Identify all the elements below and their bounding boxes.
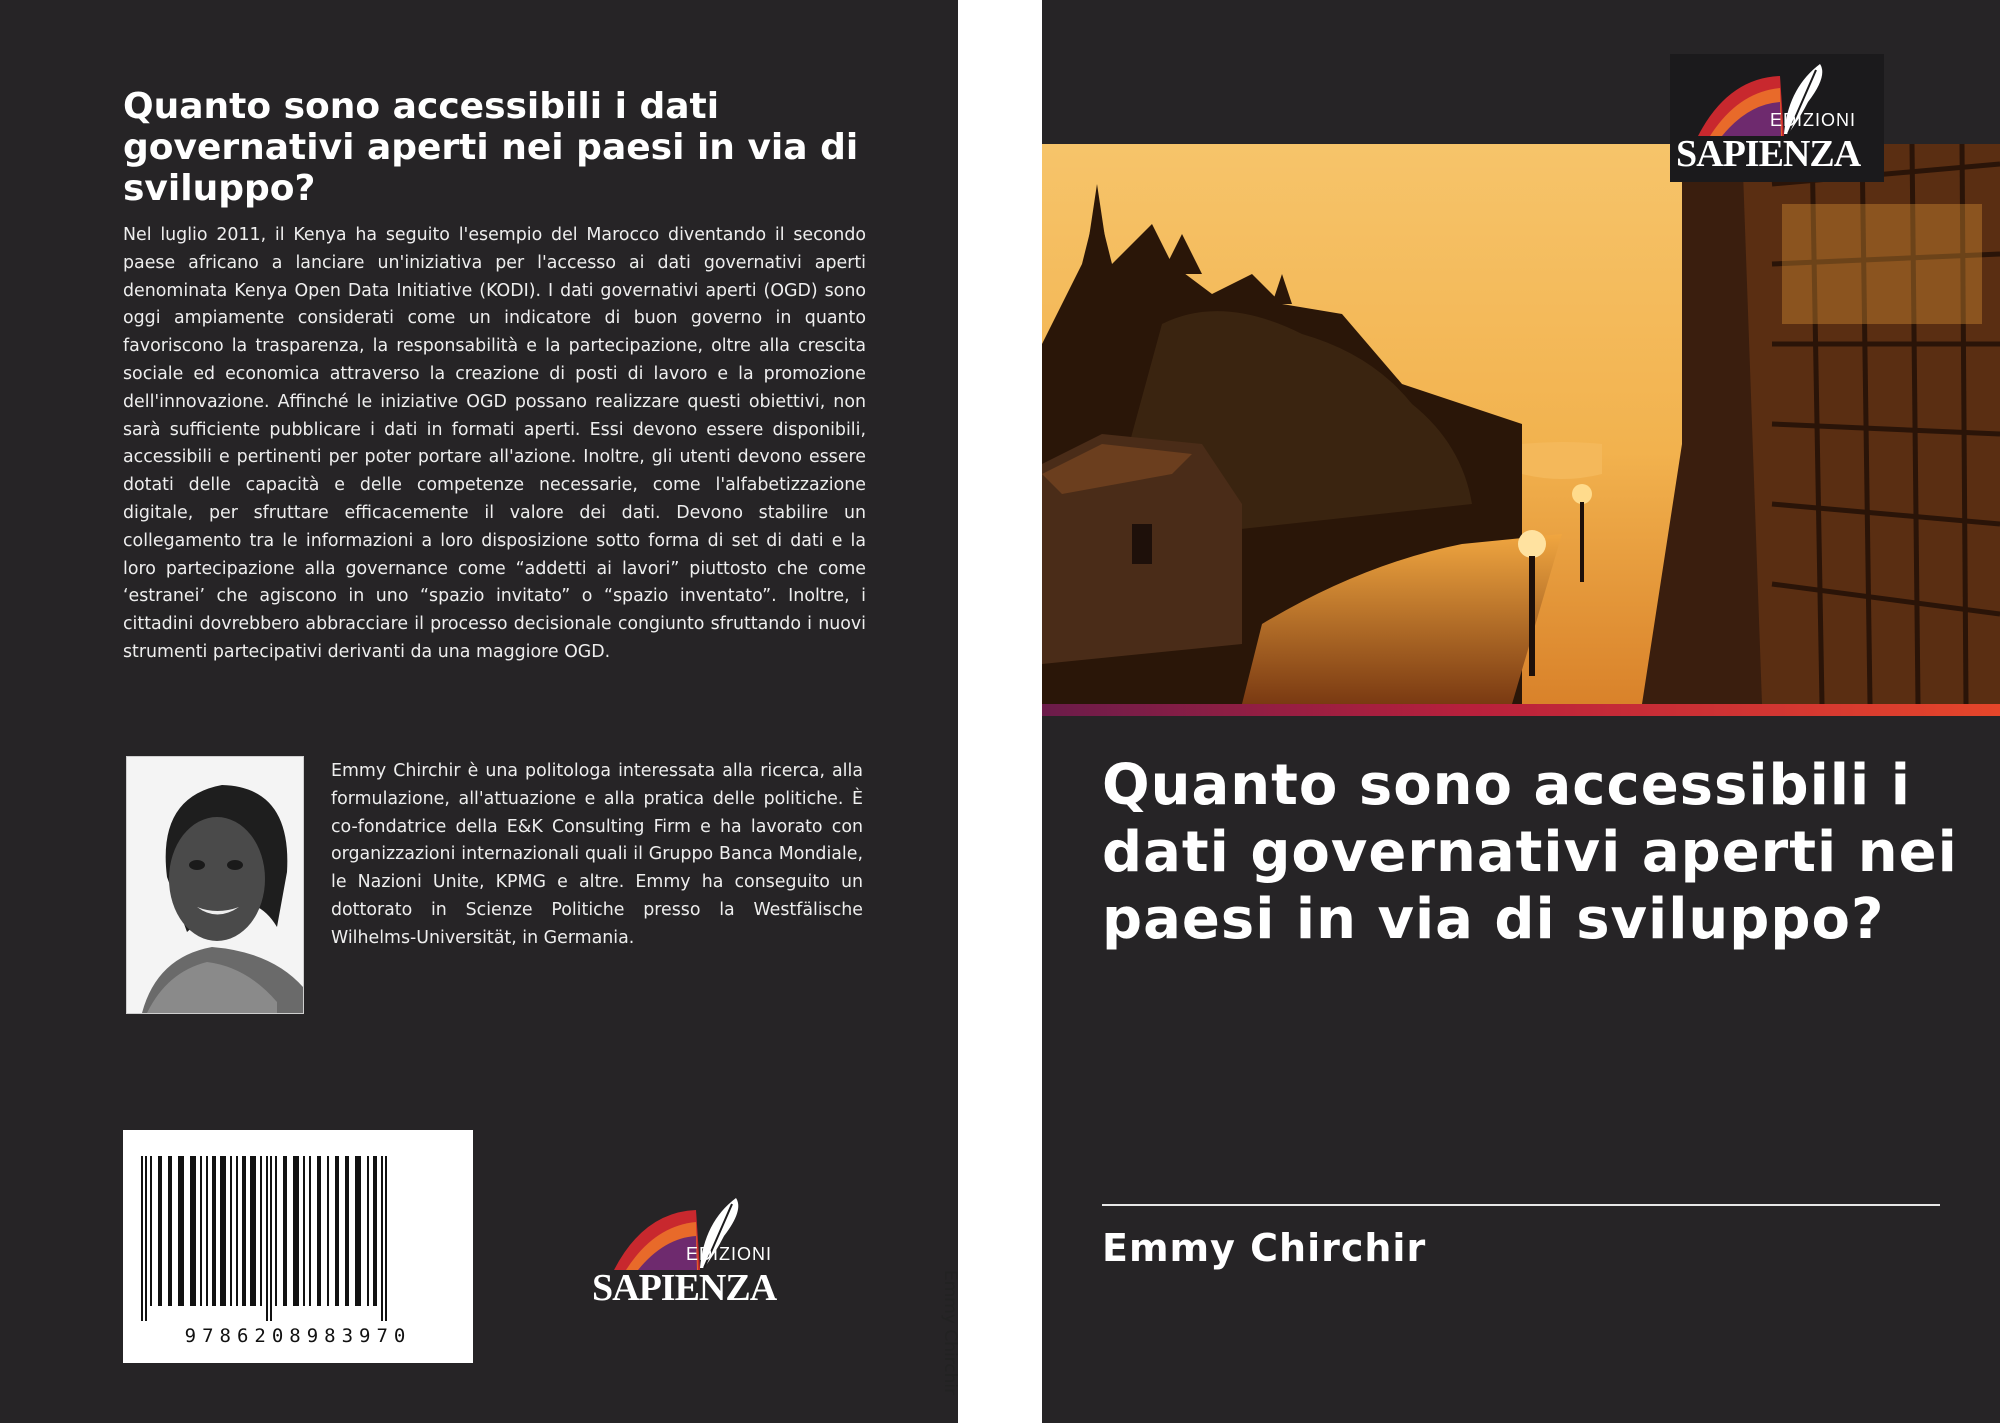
front-cover-title: Quanto sono accessibili i dati governativi aperti nei paesi in via di sviluppo? — [1102, 753, 1958, 952]
barcode-bar — [270, 1156, 272, 1321]
barcode-bars — [137, 1156, 459, 1321]
spine-author: Emmy Chirchir — [940, 1270, 960, 1396]
publisher-edizioni-text: EDIZIONI — [1770, 110, 1857, 130]
barcode-bar — [236, 1156, 238, 1306]
barcode-bar — [158, 1156, 162, 1306]
front-cover-divider — [1102, 1204, 1940, 1206]
barcode-bar — [212, 1156, 216, 1306]
author-portrait-image — [127, 757, 303, 1013]
author-photo — [126, 756, 304, 1014]
barcode-bar — [145, 1156, 147, 1321]
barcode-bar — [385, 1156, 387, 1321]
barcode-bar — [293, 1156, 299, 1306]
barcode-bar — [168, 1156, 172, 1306]
barcode-bar — [190, 1156, 196, 1306]
barcode-bar — [345, 1156, 349, 1306]
barcode-bar — [178, 1156, 184, 1306]
cover-color-stripe — [1042, 704, 2000, 716]
front-cover-author: Emmy Chirchir — [1102, 1226, 1427, 1270]
book-spine — [958, 0, 1042, 1423]
barcode-bar — [327, 1156, 329, 1306]
publisher-edizioni-text: EDIZIONI — [686, 1244, 773, 1264]
barcode-bar — [200, 1156, 202, 1306]
publisher-logo-back — [586, 1188, 800, 1318]
barcode-bar — [141, 1156, 143, 1321]
barcode-bar — [230, 1156, 232, 1306]
barcode-bar — [283, 1156, 287, 1306]
cover-photo-sunset-canal — [1042, 144, 2000, 704]
publisher-logo-front — [1670, 54, 1884, 182]
barcode-bar — [317, 1156, 321, 1306]
barcode-bar — [242, 1156, 246, 1306]
barcode-bar — [206, 1156, 208, 1306]
barcode-bar — [335, 1156, 339, 1306]
isbn-barcode — [123, 1130, 473, 1363]
isbn-number: 9786208983970 — [184, 1325, 412, 1347]
barcode-bar — [260, 1156, 262, 1306]
barcode-bar — [355, 1156, 361, 1306]
barcode-bar — [220, 1156, 226, 1306]
barcode-bar — [303, 1156, 305, 1306]
back-cover-title: Quanto sono accessibili i dati governativi aperti nei paesi in via di sviluppo? — [123, 86, 859, 209]
barcode-bar — [250, 1156, 256, 1306]
barcode-bar — [381, 1156, 383, 1321]
publisher-sapienza-text: SAPIENZA — [1676, 133, 1861, 175]
barcode-bar — [275, 1156, 277, 1306]
barcode-bar — [150, 1156, 152, 1306]
barcode-bar — [367, 1156, 369, 1306]
publisher-sapienza-text: SAPIENZA — [592, 1267, 777, 1309]
back-cover-blurb: Nel luglio 2011, il Kenya ha seguito l'esempio del Marocco diventando il secondo paese africano a lanciare un'iniziativa per l'accesso ai dati governativi aperti denominata Kenya Open Data Initiative (KODI). I dati governativi aperti (OGD) sono oggi ampiamente considerati come un indicatore di buon governo in quanto favoriscono la trasparenza, la responsabilità e la partecipazione, oltre alla crescita sociale ed economica attraverso la creazione di posti di lavoro e la promozione dell'innovazione. Affinché le iniziative OGD possano realizzare questi obiettivi, non sarà sufficiente pubblicare i dati in formati aperti. Essi devono essere disponibili, accessibili e pertinenti per poter portare all'azione. Inoltre, gli utenti devono essere dotati delle capacità e delle competenze necessarie, come l'alfabetizzazione digitale, per sfruttare efficacemente il valore dei dati. Devono stabilire un collegamento tra le informazioni a loro disposizione sotto forma di set di dati e la loro partecipazione alla governance come “addetti ai lavori” piuttosto che come ‘estranei’ che agiscono in uno “spazio invitato” o “spazio inventato”. Inoltre, i cittadini dovrebbero abbracciare il processo decisionale congiunto sfruttando i nuovi strumenti partecipativi derivanti da una maggiore OGD. — [123, 225, 866, 662]
barcode-bar — [309, 1156, 311, 1306]
barcode-bar — [266, 1156, 268, 1321]
author-bio: Emmy Chirchir è una politologa interessata alla ricerca, alla formulazione, all'attuazione e alla pratica delle politiche. È co-fondatrice della E&K Consulting Firm e ha lavorato con organizzazioni internazionali quali il Gruppo Banca Mondiale, le Nazioni Unite, KPMG e altre. Emmy ha conseguito un dottorato in Scienze Politiche presso la Westfälische Wilhelms-Universität, in Germania. — [331, 761, 863, 948]
barcode-bar — [373, 1156, 377, 1306]
